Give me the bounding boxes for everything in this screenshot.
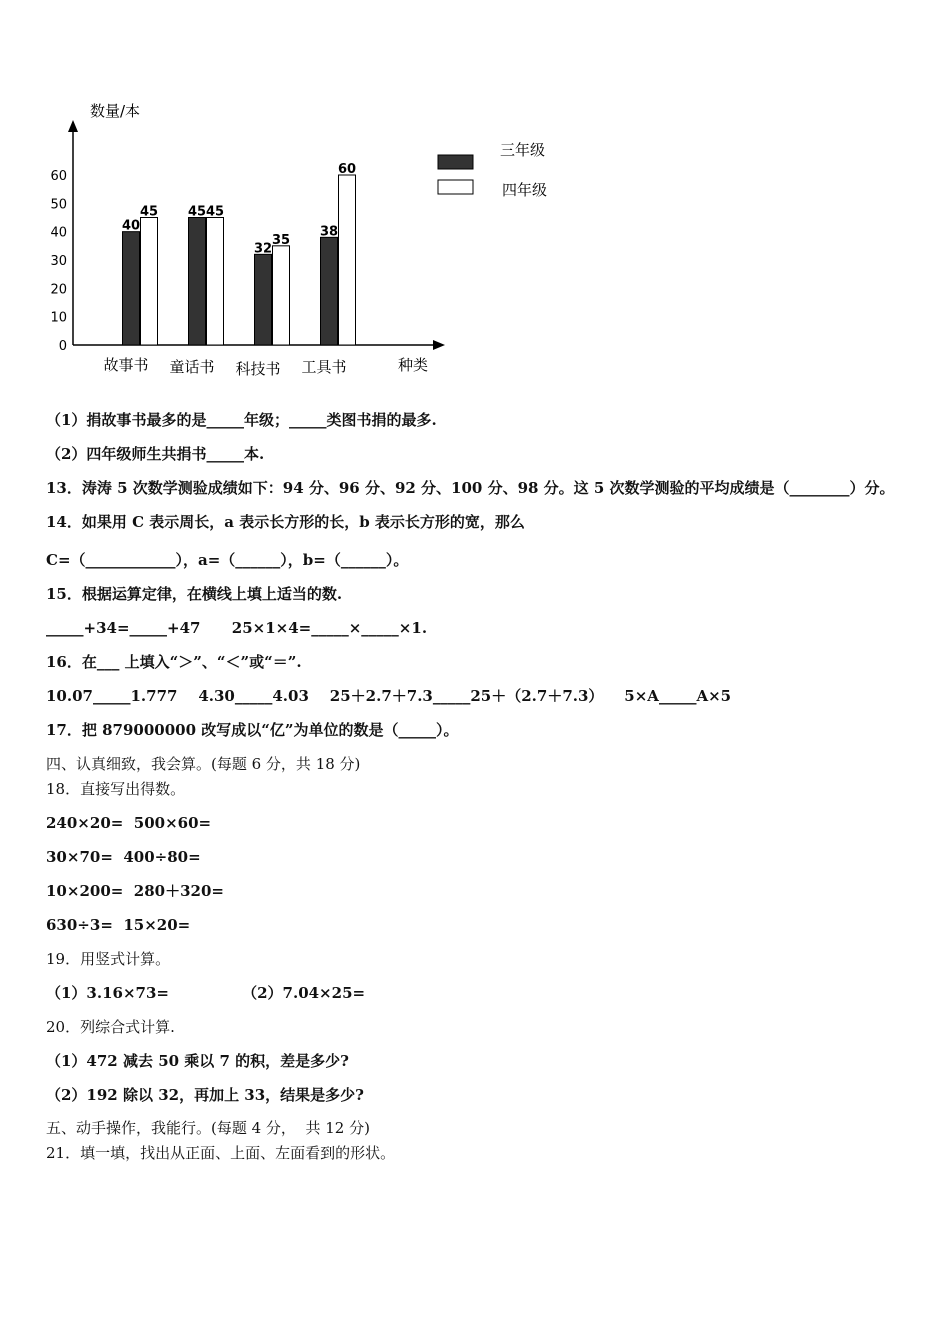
line-20a: （1）472 减去 50 乘以 7 的积，差是多少? <box>46 1052 349 1070</box>
bar-value-label: 45 <box>205 204 225 220</box>
y-tick-label: 10 <box>50 310 67 326</box>
line-20b: （2）192 除以 32，再加上 33，结果是多少? <box>46 1086 364 1104</box>
y-tick-label: 50 <box>50 197 67 213</box>
bar <box>255 254 272 345</box>
category-label: 科技书 <box>235 360 281 378</box>
line-19: 19．用竖式计算。 <box>46 950 171 968</box>
line-20: 20．列综合式计算. <box>46 1018 175 1036</box>
line-q1: （1）捐故事书最多的是_____年级；_____类图书捐的最多. <box>46 411 437 429</box>
legend-swatch-grade4 <box>438 180 473 194</box>
bar-value-label: 60 <box>337 162 357 177</box>
bars <box>123 175 356 345</box>
y-tick-label: 0 <box>58 339 67 354</box>
line-18: 18．直接写出得数。 <box>46 780 186 798</box>
section-5-heading: 五、动手操作，我能行。(每题 4 分， 共 12 分) <box>46 1119 370 1137</box>
line-15b: _____+34=_____+47 25×1×4=_____×_____×1. <box>46 619 428 637</box>
bar-value-label: 40 <box>121 218 141 234</box>
calc-row-4: 630÷3= 15×20= <box>46 916 191 934</box>
y-tick-label: 40 <box>50 225 67 241</box>
bar <box>273 246 290 345</box>
category-label: 童话书 <box>169 358 215 376</box>
line-17: 17．把 879000000 改写成以“亿”为单位的数是（_____）。 <box>46 721 459 739</box>
calc-row-2: 30×70= 400÷80= <box>46 848 201 866</box>
bar-value-label: 38 <box>319 224 339 240</box>
bar <box>189 218 206 346</box>
bar <box>123 232 140 345</box>
bar-value-label: 45 <box>139 204 159 220</box>
legend-label-grade3: 三年级 <box>500 141 546 159</box>
line-14b: C=（____________），a=（______），b=（______）。 <box>46 551 409 569</box>
category-label: 工具书 <box>301 358 347 376</box>
bar <box>207 218 224 346</box>
x-axis-arrow <box>433 340 445 350</box>
bar-value-label: 35 <box>271 232 291 248</box>
bar <box>321 237 338 345</box>
section-4-heading: 四、认真细致，我会算。(每题 6 分，共 18 分) <box>46 755 361 773</box>
y-axis-label: 数量/本 <box>90 102 141 120</box>
line-14: 14．如果用 C 表示周长，a 表示长方形的长，b 表示长方形的宽，那么 <box>46 513 525 531</box>
category-labels <box>103 356 346 378</box>
bar-chart <box>40 90 580 390</box>
line-16b: 10.07_____1.777 4.30_____4.03 25＋2.7＋7.3_____25＋（2.7＋7.3） 5×A_____A×5 <box>46 687 732 705</box>
line-13: 13．涛涛 5 次数学测验成绩如下：94 分、96 分、92 分、100 分、98 分。这 5 次数学测验的平均成绩是（________）分。 <box>46 479 895 497</box>
y-tick-label: 60 <box>50 169 67 184</box>
line-15: 15．根据运算定律，在横线上填上适当的数. <box>46 585 343 603</box>
line-q2: （2）四年级师生共捐书_____本. <box>46 445 265 463</box>
calc-row-3: 10×200= 280＋320= <box>46 882 224 900</box>
y-axis-arrow <box>68 120 78 132</box>
line-21: 21．填一填，找出从正面、上面、左面看到的形状。 <box>46 1144 396 1162</box>
bar <box>141 218 158 346</box>
x-axis-label: 种类 <box>398 356 429 374</box>
calc-row-1: 240×20= 500×60= <box>46 814 212 832</box>
line-16: 16．在___ 上填入“＞”、“＜”或“＝”. <box>46 653 302 671</box>
line-19b: （1）3.16×73= （2）7.04×25= <box>46 984 366 1002</box>
legend-swatch-grade3 <box>438 155 473 169</box>
legend <box>438 141 547 199</box>
category-label: 故事书 <box>103 356 149 374</box>
bar-value-label: 32 <box>253 241 273 257</box>
y-tick-label: 20 <box>50 282 67 298</box>
legend-label-grade4: 四年级 <box>502 181 548 199</box>
y-ticks <box>50 169 67 354</box>
bar-value-label: 45 <box>187 204 207 220</box>
y-tick-label: 30 <box>50 254 67 269</box>
bar <box>339 175 356 345</box>
